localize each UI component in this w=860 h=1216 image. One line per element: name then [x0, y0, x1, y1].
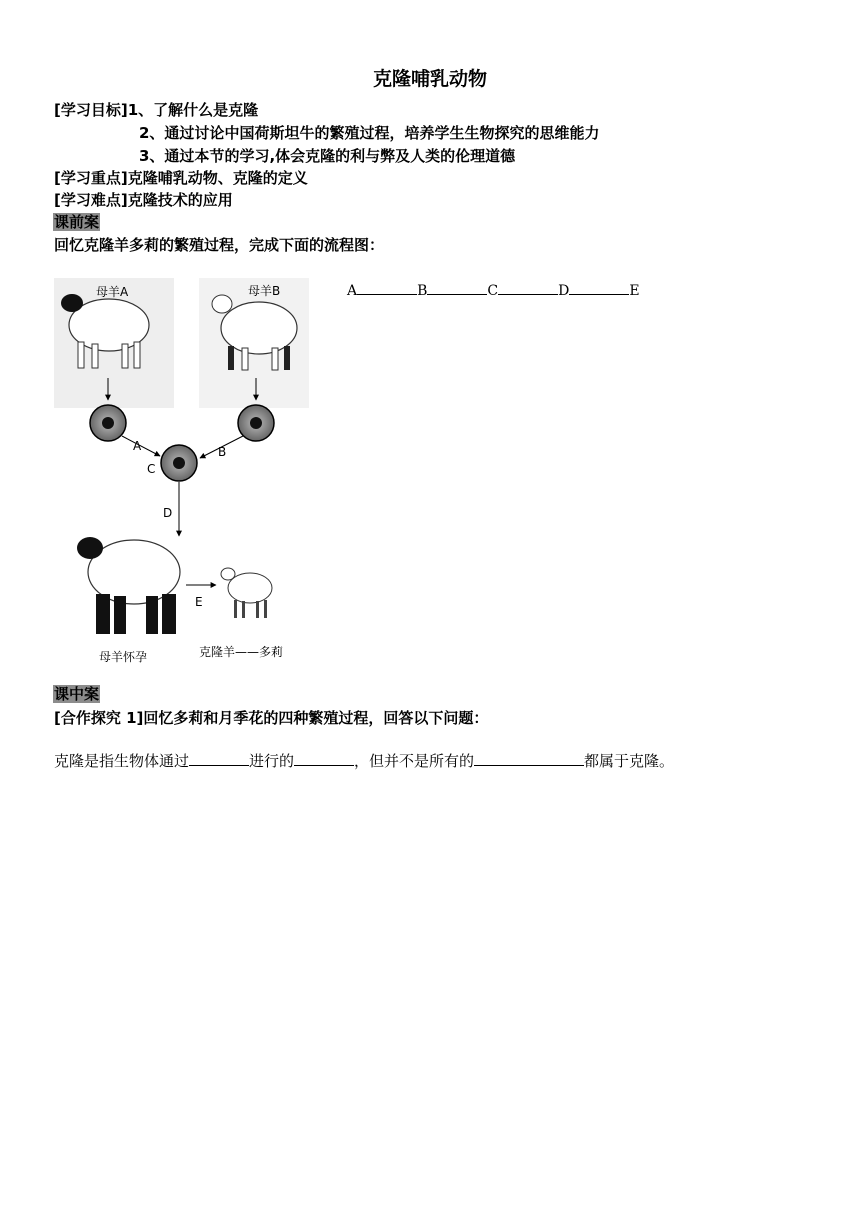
blank-c[interactable]: [498, 280, 558, 295]
cell-a-icon: [90, 405, 126, 441]
sentence-part-1: 克隆是指生物体通过: [54, 752, 190, 770]
arrow-b-label: B: [218, 445, 227, 459]
clone-lamb-icon: [221, 568, 272, 618]
page-title: 克隆哺乳动物: [372, 68, 487, 90]
in-class-heading-text: 课中案: [54, 685, 100, 703]
objectives-label: [学习目标]: [54, 101, 128, 119]
difficulty-line: [54, 189, 233, 210]
objective-line-1: [54, 99, 258, 120]
pregnant-sheep-icon: [77, 537, 180, 634]
difficulty-text: 克隆技术的应用: [127, 191, 233, 209]
cloning-diagram: [54, 270, 324, 670]
arrow-a-label: A: [133, 439, 142, 453]
arrow-d-label: D: [163, 506, 173, 520]
sheep-a-label: 母羊A: [96, 285, 129, 299]
pre-class-instruction: 回忆克隆羊多莉的繁殖过程，完成下面的流程图：: [54, 236, 385, 254]
arrow-e-label: E: [195, 595, 203, 609]
objective-2: 2、通过讨论中国荷斯坦牛的繁殖过程，培养学生生物探究的思维能力: [139, 124, 600, 142]
key-point-label: [学习重点]: [54, 169, 128, 187]
objective-1: 1、了解什么是克隆: [127, 101, 259, 119]
definition-blank-1[interactable]: [189, 751, 249, 766]
key-point-text: 克隆哺乳动物、克隆的定义: [127, 169, 308, 187]
in-class-heading: [53, 683, 100, 704]
definition-blank-2[interactable]: [294, 751, 354, 766]
key-point-line: [54, 167, 308, 188]
answer-letter-d: D: [558, 283, 570, 299]
answer-letter-c: C: [487, 283, 499, 299]
arrow-c-label: C: [147, 462, 156, 476]
objective-3: 3、通过本节的学习,体会克隆的利与弊及人类的伦理道德: [139, 147, 516, 165]
flow-answer-blanks: [347, 280, 640, 299]
pregnant-label: 母羊怀孕: [99, 650, 148, 664]
difficulty-label: [学习难点]: [54, 191, 128, 209]
pre-class-heading-text: 课前案: [54, 213, 100, 231]
blank-b[interactable]: [427, 280, 487, 295]
cell-b-icon: [238, 405, 274, 441]
clone-definition-sentence: [54, 750, 674, 771]
sentence-part-3: ，但并不是所有的: [354, 752, 475, 770]
cell-c-icon: [161, 445, 197, 481]
answer-letter-b: B: [417, 283, 428, 299]
blank-a[interactable]: [357, 280, 417, 295]
definition-blank-3[interactable]: [474, 751, 584, 766]
sentence-part-4: 都属于克隆。: [584, 752, 675, 770]
clone-label: 克隆羊——多莉: [199, 645, 284, 659]
sheep-b-label: 母羊B: [248, 284, 281, 298]
pre-class-heading: [53, 211, 100, 232]
sentence-part-2: 进行的: [249, 752, 295, 770]
inquiry-1: [合作探究 1]回忆多莉和月季花的四种繁殖过程，回答以下问题：: [54, 709, 489, 727]
answer-letter-a: A: [347, 283, 358, 299]
answer-letter-e: E: [629, 283, 640, 299]
blank-d[interactable]: [569, 280, 629, 295]
